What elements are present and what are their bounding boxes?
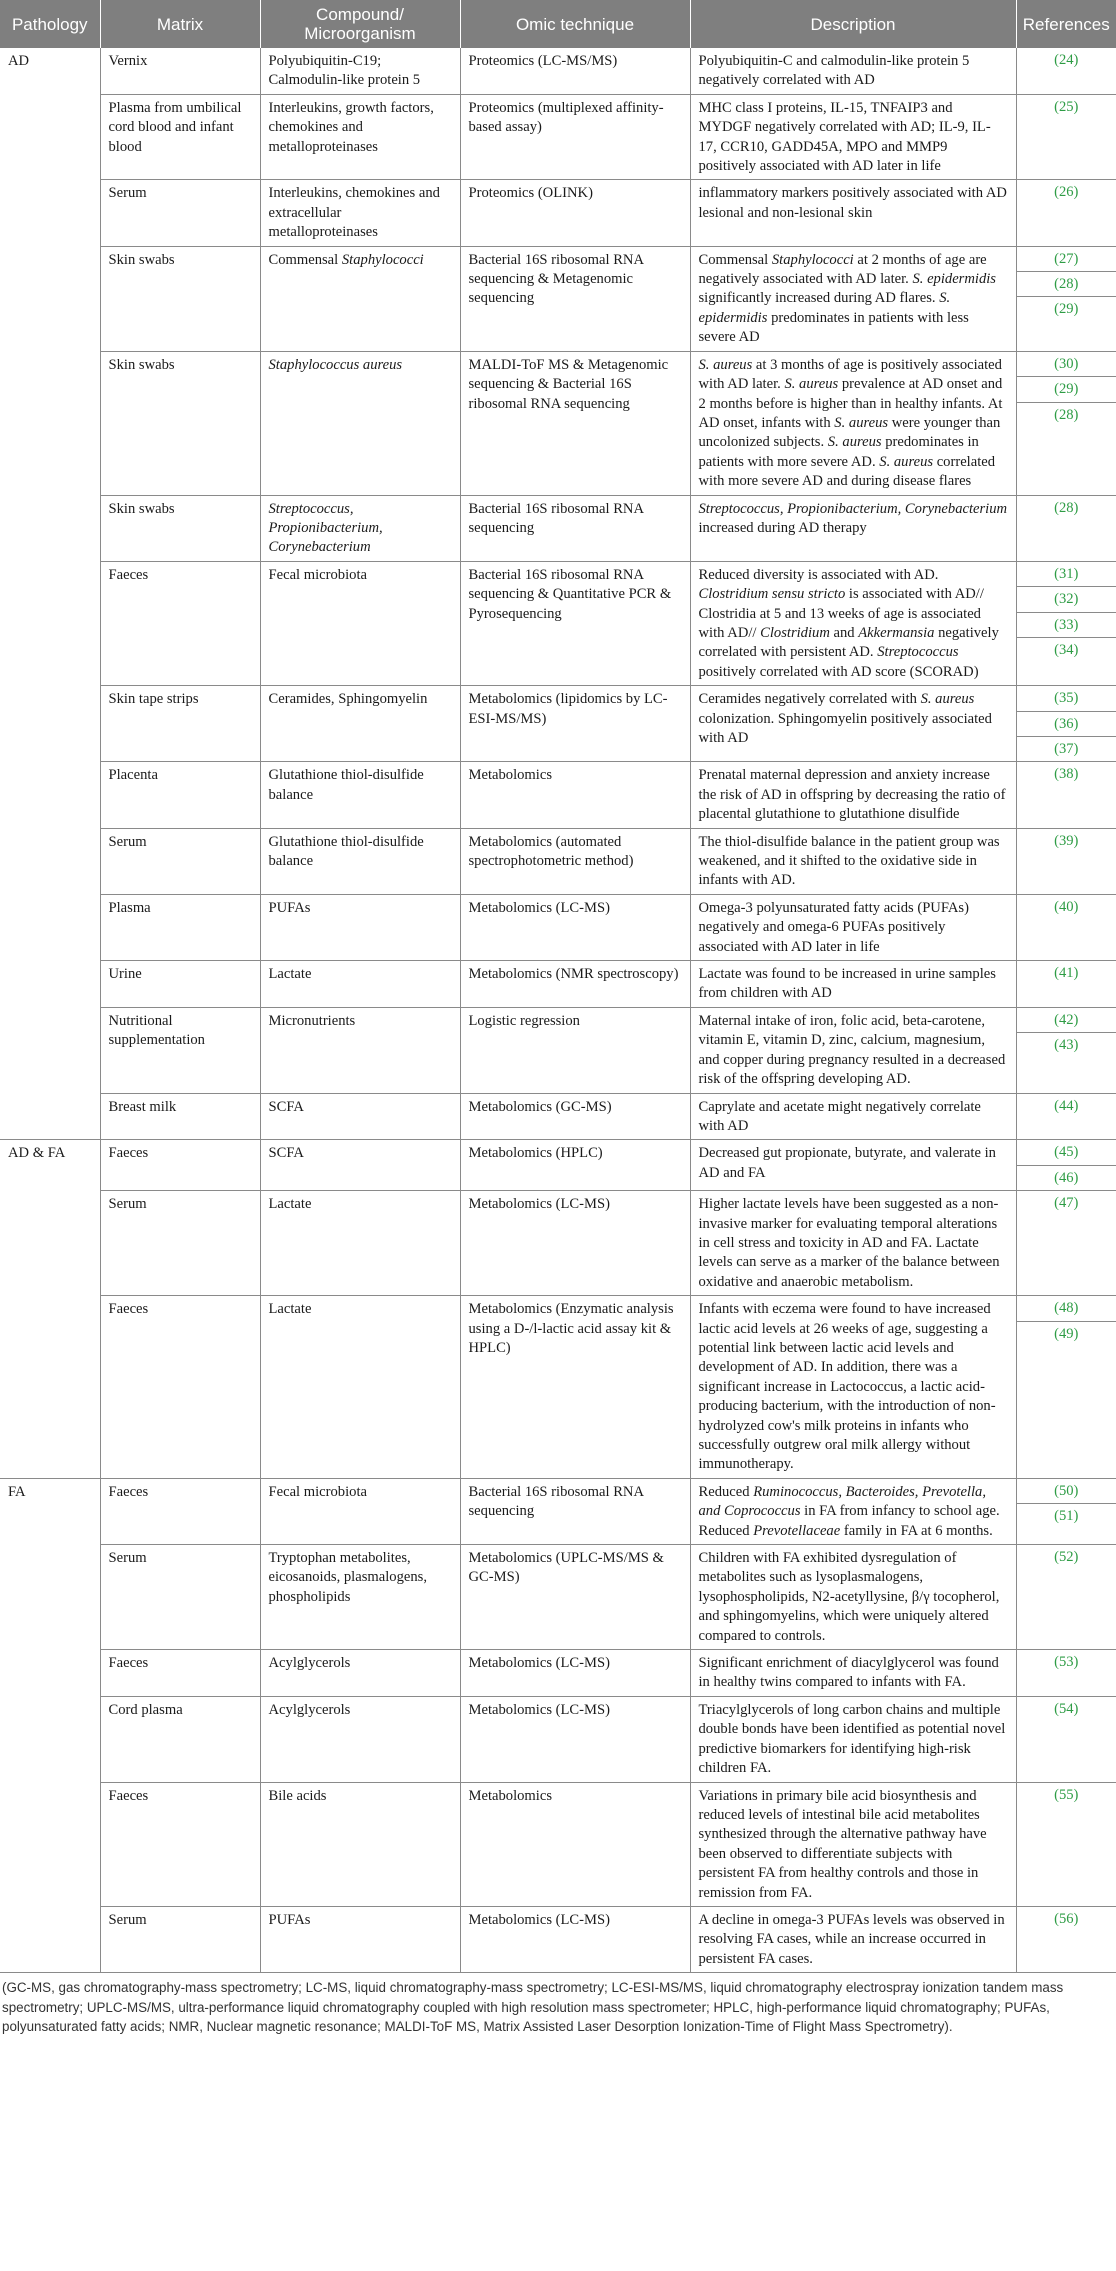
header-compound: Compound/ Microorganism — [260, 0, 460, 48]
header-references: References — [1016, 0, 1116, 48]
matrix-cell: Plasma — [100, 894, 260, 960]
references-cell — [1016, 762, 1116, 828]
header-technique: Omic technique — [460, 0, 690, 48]
matrix-cell: Serum — [100, 828, 260, 894]
technique-cell: Metabolomics (LC-MS) — [460, 1906, 690, 1972]
reference-link[interactable]: (47) — [1054, 1195, 1079, 1212]
matrix-cell: Plasma from umbilical cord blood and infant blood — [100, 94, 260, 180]
description-cell: Triacylglycerols of long carbon chains and multiple double bonds have been identified as potential novel predictive biomarkers for identifying high-risk children FA. — [690, 1696, 1016, 1782]
technique-cell: Metabolomics (HPLC) — [460, 1140, 690, 1191]
reference-link[interactable]: (56) — [1054, 1910, 1079, 1927]
table-row — [0, 1007, 1116, 1093]
references-cell — [1016, 1545, 1116, 1650]
table-row — [0, 1191, 1116, 1296]
reference-link[interactable]: (37) — [1017, 736, 1116, 761]
matrix-cell: Serum — [100, 1191, 260, 1296]
reference-link[interactable]: (28) — [1054, 499, 1079, 516]
table-row — [0, 1478, 1116, 1544]
compound-cell: Micronutrients — [260, 1007, 460, 1093]
references-cell — [1016, 1007, 1116, 1093]
reference-link[interactable]: (36) — [1017, 711, 1116, 736]
compound-cell: Glutathione thiol-disulfide balance — [260, 828, 460, 894]
matrix-cell: Faeces — [100, 1478, 260, 1544]
references-cell — [1016, 828, 1116, 894]
compound-cell: PUFAs — [260, 894, 460, 960]
table-row — [0, 828, 1116, 894]
table-row — [0, 1782, 1116, 1906]
table-row — [0, 1296, 1116, 1479]
technique-cell: Metabolomics (LC-MS) — [460, 1696, 690, 1782]
compound-cell: Lactate — [260, 961, 460, 1008]
matrix-cell: Nutritional supplementation — [100, 1007, 260, 1093]
reference-link[interactable]: (26) — [1054, 184, 1079, 201]
technique-cell: MALDI-ToF MS & Metagenomic sequencing & Bacterial 16S ribosomal RNA sequencing — [460, 351, 690, 495]
table-row — [0, 1696, 1116, 1782]
references-cell — [1016, 1140, 1116, 1191]
description-cell: S. aureus at 3 months of age is positively associated with AD later. S. aureus prevalence at AD onset and 2 months before is higher than in healthy infants. At AD onset, infants with S. aureus were younger than uncolonized subjects. S. aureus predominates in patients with more severe AD. S. aureus correlated with more severe AD and during disease flares — [690, 351, 1016, 495]
table-row — [0, 1545, 1116, 1650]
compound-cell: Lactate — [260, 1191, 460, 1296]
description-cell: Decreased gut propionate, butyrate, and valerate in AD and FA — [690, 1140, 1016, 1191]
technique-cell: Bacterial 16S ribosomal RNA sequencing & Metagenomic sequencing — [460, 246, 690, 351]
table-row — [0, 180, 1116, 246]
references-cell — [1016, 94, 1116, 180]
technique-cell: Logistic regression — [460, 1007, 690, 1093]
pathology-cell — [0, 495, 100, 561]
compound-cell: Staphylococcus aureus — [260, 351, 460, 495]
table-row — [0, 48, 1116, 94]
references-cell — [1016, 48, 1116, 94]
matrix-cell: Urine — [100, 961, 260, 1008]
table-row — [0, 1140, 1116, 1191]
description-cell: Lactate was found to be increased in urine samples from children with AD — [690, 961, 1016, 1008]
table-footnote: (GC-MS, gas chromatography-mass spectrometry; LC-MS, liquid chromatography-mass spectrometry; LC-ESI-MS/MS, liquid chromatography electrospray ionization tandem mass spectrometry; UPLC-MS/MS, ultra-performance liquid chromatography coupled with high resolution mass spectrometer; HPLC, high-performance liquid chromatography; PUFAs, polyunsaturated fatty acids; NMR, Nuclear magnetic resonance; MALDI-ToF MS, Matrix Assisted Laser Desorption Ionization-Time of Flight Mass Spectrometry). — [2, 1980, 1064, 2035]
reference-link[interactable]: (53) — [1054, 1654, 1079, 1671]
pathology-cell: FA — [0, 1478, 100, 1544]
compound-cell: Glutathione thiol-disulfide balance — [260, 762, 460, 828]
table-row — [0, 1093, 1116, 1140]
matrix-cell: Serum — [100, 180, 260, 246]
matrix-cell: Skin swabs — [100, 351, 260, 495]
references-cell — [1016, 1906, 1116, 1972]
description-cell: Commensal Staphylococci at 2 months of age are negatively associated with AD later. S. epidermidis significantly increased during AD flares. S. epidermidis predominates in patients with less severe AD — [690, 246, 1016, 351]
pathology-cell — [0, 961, 100, 1008]
compound-cell: Interleukins, chemokines and extracellular metalloproteinases — [260, 180, 460, 246]
header-description: Description — [690, 0, 1016, 48]
matrix-cell: Faeces — [100, 1650, 260, 1697]
compound-cell: SCFA — [260, 1140, 460, 1191]
description-cell: Reduced Ruminococcus, Bacteroides, Prevotella, and Coprococcus in FA from infancy to school age. Reduced Prevotellaceae family in FA at 6 months. — [690, 1478, 1016, 1544]
pathology-cell: AD & FA — [0, 1140, 100, 1191]
pathology-cell — [0, 1782, 100, 1906]
references-cell — [1016, 961, 1116, 1008]
description-cell: Children with FA exhibited dysregulation of metabolites such as lysoplasmalogens, lysophospholipids, N2-acetyllysine, β/γ tocopherol, and sphingomyelins, which were uniquely altered compared to controls. — [690, 1545, 1016, 1650]
pathology-cell — [0, 561, 100, 685]
table-row — [0, 1906, 1116, 1972]
description-cell: Polyubiquitin-C and calmodulin-like protein 5 negatively correlated with AD — [690, 48, 1016, 94]
technique-cell: Bacterial 16S ribosomal RNA sequencing — [460, 1478, 690, 1544]
table-row — [0, 351, 1116, 495]
references-cell — [1016, 495, 1116, 561]
pathology-cell — [0, 1191, 100, 1296]
pathology-cell — [0, 686, 100, 762]
reference-link[interactable]: (28) — [1017, 271, 1116, 296]
compound-cell: Acylglycerols — [260, 1650, 460, 1697]
table-body — [0, 48, 1116, 1973]
reference-link[interactable]: (39) — [1054, 832, 1079, 849]
references-cell — [1016, 351, 1116, 495]
reference-link[interactable]: (33) — [1017, 612, 1116, 637]
technique-cell: Metabolomics — [460, 1782, 690, 1906]
pathology-cell — [0, 762, 100, 828]
technique-cell: Bacterial 16S ribosomal RNA sequencing & Quantitative PCR & Pyrosequencing — [460, 561, 690, 685]
pathology-cell: AD — [8, 53, 30, 69]
compound-cell: Polyubiquitin-C19; Calmodulin-like protein 5 — [260, 48, 460, 94]
compound-cell: PUFAs — [260, 1906, 460, 1972]
technique-cell: Metabolomics — [460, 762, 690, 828]
reference-link[interactable]: (44) — [1054, 1097, 1079, 1114]
table-row — [0, 961, 1116, 1008]
matrix-cell: Cord plasma — [100, 1696, 260, 1782]
pathology-cell — [0, 1650, 100, 1697]
technique-cell: Metabolomics (GC-MS) — [460, 1093, 690, 1140]
reference-link[interactable]: (32) — [1017, 586, 1116, 611]
description-cell: Significant enrichment of diacylglycerol was found in healthy twins compared to infants with FA. — [690, 1650, 1016, 1697]
table-row — [0, 1650, 1116, 1697]
reference-link[interactable]: (28) — [1017, 402, 1116, 427]
reference-link[interactable]: (55) — [1054, 1786, 1079, 1803]
references-cell — [1016, 1782, 1116, 1906]
pathology-cell — [0, 94, 100, 180]
reference-link[interactable]: (50) — [1054, 1482, 1079, 1499]
reference-link[interactable]: (45) — [1054, 1144, 1079, 1161]
description-cell: Variations in primary bile acid biosynthesis and reduced levels of intestinal bile acid metabolites synthesized through the alternative pathway have been observed to differentiate subjects with persistent FA from healthy controls and those in remission from FA. — [690, 1782, 1016, 1906]
matrix-cell: Vernix — [100, 48, 260, 94]
compound-cell: Lactate — [260, 1296, 460, 1479]
reference-link[interactable]: (29) — [1017, 376, 1116, 401]
reference-link[interactable]: (30) — [1054, 355, 1079, 372]
matrix-cell: Serum — [100, 1545, 260, 1650]
matrix-cell: Faeces — [100, 1296, 260, 1479]
compound-cell: SCFA — [260, 1093, 460, 1140]
matrix-cell: Placenta — [100, 762, 260, 828]
references-cell — [1016, 246, 1116, 351]
description-cell: Omega-3 polyunsaturated fatty acids (PUFAs) negatively and omega-6 PUFAs positively associated with AD later in life — [690, 894, 1016, 960]
technique-cell: Metabolomics (LC-MS) — [460, 1191, 690, 1296]
matrix-cell: Skin swabs — [100, 246, 260, 351]
reference-link[interactable]: (52) — [1054, 1549, 1079, 1566]
reference-link[interactable]: (35) — [1054, 690, 1079, 707]
matrix-cell: Skin swabs — [100, 495, 260, 561]
pathology-cell — [0, 351, 100, 495]
reference-link[interactable]: (24) — [1054, 52, 1079, 68]
technique-cell: Proteomics (LC-MS/MS) — [460, 48, 690, 94]
reference-link[interactable]: (54) — [1054, 1700, 1079, 1717]
matrix-cell: Breast milk — [100, 1093, 260, 1140]
pathology-cell — [0, 1696, 100, 1782]
reference-link[interactable]: (38) — [1054, 766, 1079, 783]
pathology-cell — [0, 1296, 100, 1479]
reference-link[interactable]: (48) — [1054, 1300, 1079, 1317]
matrix-cell: Faeces — [100, 561, 260, 685]
reference-link[interactable]: (42) — [1054, 1011, 1079, 1028]
table-row — [0, 246, 1116, 351]
technique-cell: Metabolomics (NMR spectroscopy) — [460, 961, 690, 1008]
references-cell — [1016, 561, 1116, 685]
table-row — [0, 561, 1116, 685]
description-cell: Streptococcus, Propionibacterium, Corynebacterium increased during AD therapy — [690, 495, 1016, 561]
matrix-cell: Faeces — [100, 1782, 260, 1906]
technique-cell: Bacterial 16S ribosomal RNA sequencing — [460, 495, 690, 561]
description-cell: Caprylate and acetate might negatively correlate with AD — [690, 1093, 1016, 1140]
technique-cell: Metabolomics (Enzymatic analysis using a D-/l-lactic acid assay kit & HPLC) — [460, 1296, 690, 1479]
pathology-cell — [0, 828, 100, 894]
compound-cell: Tryptophan metabolites, eicosanoids, plasmalogens, phospholipids — [260, 1545, 460, 1650]
description-cell: Higher lactate levels have been suggested as a non-invasive marker for evaluating temporal alterations in cell stress and toxicity in AD and FA. Lactate levels can serve as a marker of the balance between oxidative and anaerobic metabolism. — [690, 1191, 1016, 1296]
pathology-cell — [0, 180, 100, 246]
reference-link[interactable]: (27) — [1054, 250, 1079, 267]
matrix-cell: Serum — [100, 1906, 260, 1972]
references-cell — [1016, 1191, 1116, 1296]
references-cell — [1016, 1296, 1116, 1479]
description-cell: Reduced diversity is associated with AD. Clostridium sensu stricto is associated with AD// Clostridia at 5 and 13 weeks of age is associated with AD// Clostridium and Akkermansia negatively correlated with persistent AD. Streptococcus positively correlated with AD score (SCORAD) — [690, 561, 1016, 685]
description-cell: inflammatory markers positively associated with AD lesional and non-lesional skin — [690, 180, 1016, 246]
references-cell — [1016, 1478, 1116, 1544]
pathology-cell — [0, 1906, 100, 1972]
technique-cell: Metabolomics (UPLC-MS/MS & GC-MS) — [460, 1545, 690, 1650]
table-row — [0, 686, 1116, 762]
compound-cell: Ceramides, Sphingomyelin — [260, 686, 460, 762]
pathology-cell — [0, 1545, 100, 1650]
references-cell — [1016, 1093, 1116, 1140]
table-header-row — [0, 0, 1116, 48]
description-cell: Infants with eczema were found to have increased lactic acid levels at 26 weeks of age, suggesting a potential link between lactic acid levels and development of AD. In addition, there was a significant increase in Lactococcus, a lactic acid-producing bacterium, with the introduction of non-hydrolyzed cow's milk proteins in infants who successfully outgrew oral milk allergy without immunotherapy. — [690, 1296, 1016, 1479]
description-cell: Prenatal maternal depression and anxiety increase the risk of AD in offspring by decreasing the ratio of placental glutathione to glutathione disulfide — [690, 762, 1016, 828]
references-cell — [1016, 180, 1116, 246]
compound-cell: Acylglycerols — [260, 1696, 460, 1782]
pathology-cell — [0, 1007, 100, 1093]
reference-link[interactable]: (29) — [1017, 296, 1116, 321]
technique-cell: Metabolomics (LC-MS) — [460, 1650, 690, 1697]
references-cell — [1016, 686, 1116, 762]
reference-link[interactable]: (51) — [1017, 1503, 1116, 1528]
reference-link[interactable]: (41) — [1054, 965, 1079, 982]
reference-link[interactable]: (46) — [1017, 1165, 1116, 1190]
reference-link[interactable]: (25) — [1054, 98, 1079, 115]
compound-cell: Bile acids — [260, 1782, 460, 1906]
description-cell: MHC class I proteins, IL-15, TNFAIP3 and MYDGF negatively correlated with AD; IL-9, IL-17, CCR10, GADD45A, MPO and MMP9 positively associated with AD later in life — [690, 94, 1016, 180]
matrix-cell: Faeces — [100, 1140, 260, 1191]
table-row — [0, 762, 1116, 828]
reference-link[interactable]: (34) — [1017, 637, 1116, 662]
pathology-cell — [0, 1093, 100, 1140]
description-cell: A decline in omega-3 PUFAs levels was observed in resolving FA cases, while an increase occurred in persistent FA cases. — [690, 1906, 1016, 1972]
header-pathology: Pathology — [0, 0, 100, 48]
technique-cell: Proteomics (OLINK) — [460, 180, 690, 246]
references-cell — [1016, 1696, 1116, 1782]
compound-cell: Fecal microbiota — [260, 1478, 460, 1544]
reference-link[interactable]: (43) — [1017, 1032, 1116, 1057]
technique-cell: Metabolomics (LC-MS) — [460, 894, 690, 960]
reference-link[interactable]: (40) — [1054, 898, 1079, 915]
compound-cell: Fecal microbiota — [260, 561, 460, 685]
description-cell: Maternal intake of iron, folic acid, beta-carotene, vitamin E, vitamin D, zinc, calcium, magnesium, and copper during pregnancy resulted in a decreased risk of the offspring developing AD. — [690, 1007, 1016, 1093]
table-row — [0, 94, 1116, 180]
table-row — [0, 894, 1116, 960]
technique-cell: Metabolomics (lipidomics by LC-ESI-MS/MS) — [460, 686, 690, 762]
matrix-cell: Skin tape strips — [100, 686, 260, 762]
reference-link[interactable]: (49) — [1017, 1321, 1116, 1346]
pathology-cell — [0, 894, 100, 960]
description-cell: The thiol-disulfide balance in the patient group was weakened, and it shifted to the oxidative side in infants with AD. — [690, 828, 1016, 894]
pathology-cell — [0, 246, 100, 351]
reference-link[interactable]: (31) — [1054, 565, 1079, 582]
references-cell — [1016, 894, 1116, 960]
compound-cell: Streptococcus, Propionibacterium, Corynebacterium — [260, 495, 460, 561]
description-cell: Ceramides negatively correlated with S. aureus colonization. Sphingomyelin positively associated with AD — [690, 686, 1016, 762]
table-row — [0, 495, 1116, 561]
technique-cell: Metabolomics (automated spectrophotometric method) — [460, 828, 690, 894]
compound-cell: Commensal Staphylococci — [260, 246, 460, 351]
compound-cell: Interleukins, growth factors, chemokines and metalloproteinases — [260, 94, 460, 180]
technique-cell: Proteomics (multiplexed affinity-based assay) — [460, 94, 690, 180]
references-cell — [1016, 1650, 1116, 1697]
header-matrix: Matrix — [100, 0, 260, 48]
